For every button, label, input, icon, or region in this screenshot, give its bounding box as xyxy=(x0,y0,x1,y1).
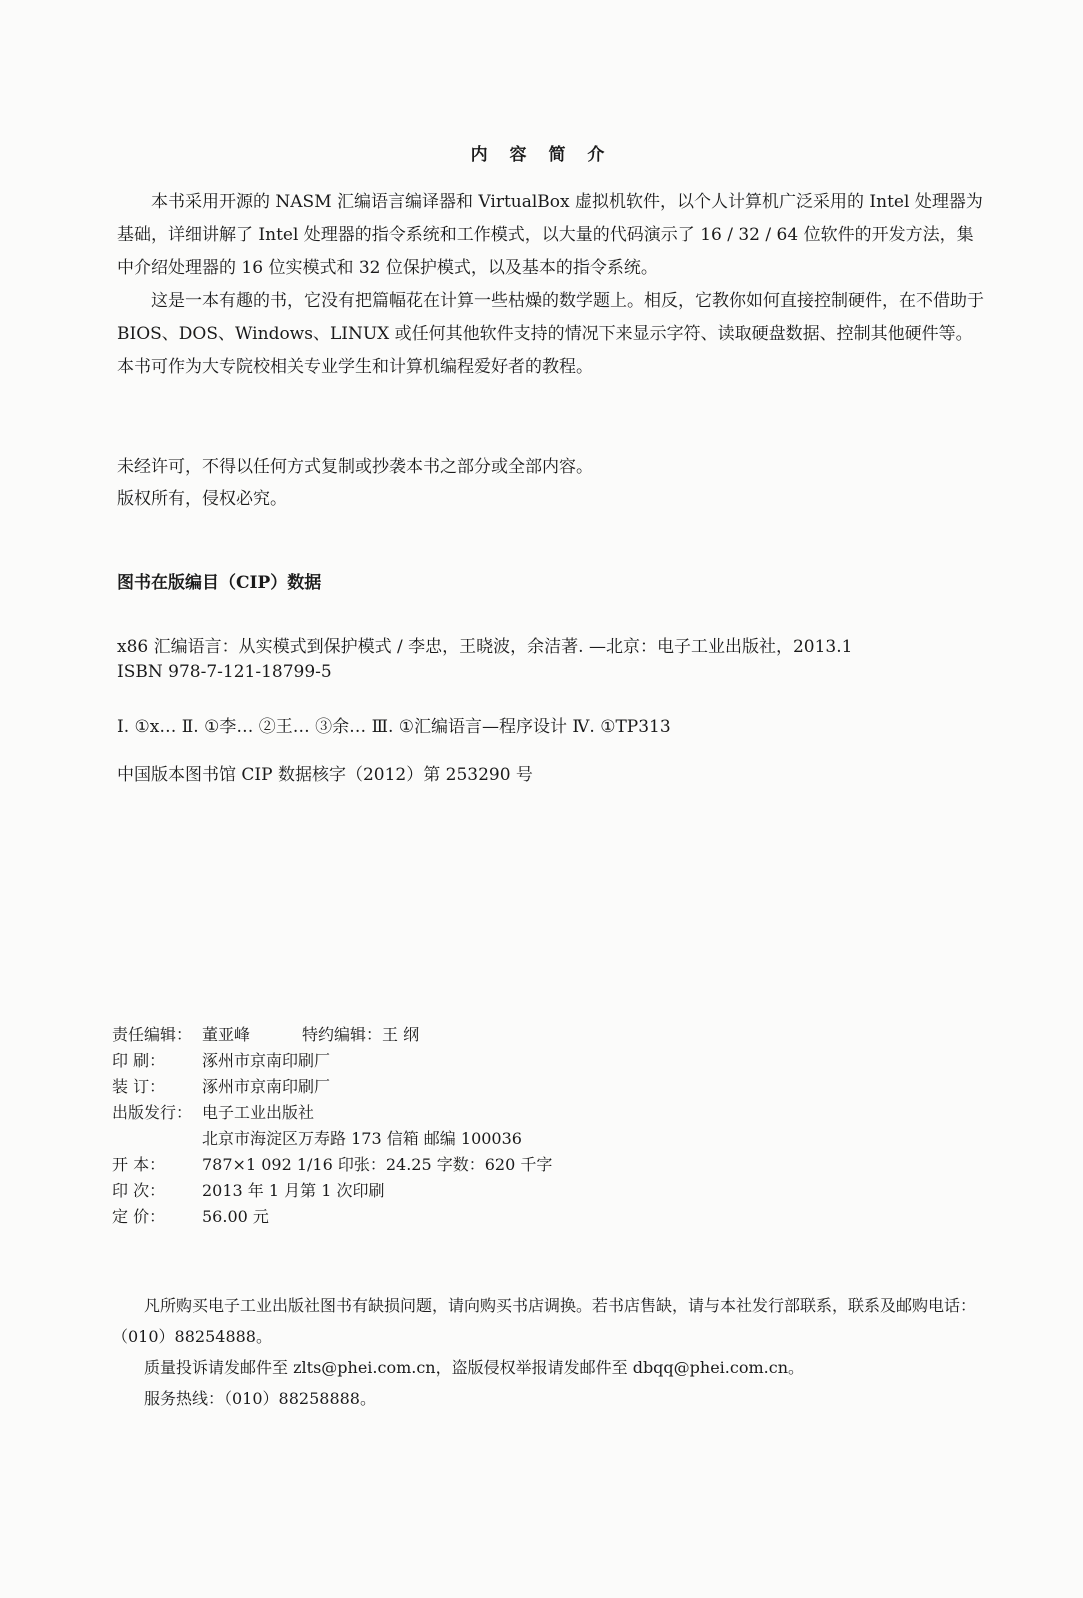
print-value: 涿州市京南印刷厂 xyxy=(202,1051,331,1070)
publisher-label: 出版发行： xyxy=(112,1103,193,1122)
credit-row-address xyxy=(112,1126,552,1152)
cip-isbn: ISBN 978-7-121-18799-5 xyxy=(117,662,332,682)
credit-row-bind xyxy=(112,1074,552,1100)
notice-line-3: 服务热线：（010）88258888。 xyxy=(144,1389,376,1408)
credit-row-print xyxy=(112,1048,552,1074)
price-label: 定 价： xyxy=(112,1207,166,1226)
rights-reserved: 版权所有，侵权必究。 xyxy=(117,489,287,509)
notice-line-2: 质量投诉请发邮件至 zlts@phei.com.cn，盗版侵权举报请发邮件至 dbqq@phei.com.cn。 xyxy=(144,1358,805,1377)
format-label: 开 本： xyxy=(112,1155,166,1174)
publisher-address: 北京市海淀区万寿路 173 信箱 邮编 100036 xyxy=(202,1129,522,1148)
credit-row-format xyxy=(112,1152,552,1178)
intro-paragraph-1: 本书采用开源的 NASM 汇编语言编译器和 VirtualBox 虚拟机软件，以个人计算机广泛采用的 Intel 处理器为基础，详细讲解了 Intel 处理器的指令系统和工作模式，以大量的代码演示了 16 / 32 / 64 位软件的开发方法，集中介绍处理器的 16 位实模式和 32 位保护模式，以及基本的指令系统。 xyxy=(117,192,983,278)
format-value: 787×1 092 1/16 印张：24.25 字数：620 千字 xyxy=(202,1155,553,1174)
credit-row-publisher xyxy=(112,1100,552,1126)
bind-value: 涿州市京南印刷厂 xyxy=(202,1077,331,1096)
notice-line-1: 凡所购买电子工业出版社图书有缺损问题，请向购买书店调换。若书店售缺，请与本社发行部联系，联系及邮购电话：（010）88254888。 xyxy=(112,1296,977,1346)
edition-label: 印 次： xyxy=(112,1181,166,1200)
intro-paragraph-2: 这是一本有趣的书，它没有把篇幅花在计算一些枯燥的数学题上。相反，它教你如何直接控制硬件，在不借助于 BIOS、DOS、Windows、LINUX 或任何其他软件支持的情况下来显示字符、读取硬盘数据、控制其他硬件等。本书可作为大专院校相关专业学生和计算机编程爱好者的教程。 xyxy=(117,291,984,377)
page-title: 内 容 简 介 xyxy=(470,145,613,165)
credit-row-price xyxy=(112,1204,552,1230)
editor-value: 董亚峰 xyxy=(202,1025,251,1044)
credit-row-editor xyxy=(112,1022,552,1048)
edition-value: 2013 年 1 月第 1 次印刷 xyxy=(202,1181,385,1200)
intro-section xyxy=(117,186,987,384)
purchase-notice xyxy=(112,1290,982,1414)
editor-label: 责任编辑： xyxy=(112,1025,193,1044)
credit-row-edition xyxy=(112,1178,552,1204)
print-label: 印 刷： xyxy=(112,1051,166,1070)
cip-record-number: 中国版本图书馆 CIP 数据核字（2012）第 253290 号 xyxy=(117,765,533,785)
special-editor: 特约编辑：王 纲 xyxy=(302,1025,420,1044)
bind-label: 装 订： xyxy=(112,1077,166,1096)
publisher-value: 电子工业出版社 xyxy=(202,1103,315,1122)
cip-classification: Ⅰ. ①x… Ⅱ. ①李… ②王… ③余… Ⅲ. ①汇编语言—程序设计 Ⅳ. ①TP313 xyxy=(117,717,671,737)
copyright-notice: 未经许可，不得以任何方式复制或抄袭本书之部分或全部内容。 xyxy=(117,457,593,477)
cip-heading: 图书在版编目（CIP）数据 xyxy=(117,573,322,593)
cip-bibliographic-line: x86 汇编语言：从实模式到保护模式 / 李忠，王晓波，余洁著. —北京：电子工业出版社，2013.1 xyxy=(117,637,853,657)
credits-block xyxy=(112,1022,552,1230)
price-value: 56.00 元 xyxy=(202,1207,269,1226)
